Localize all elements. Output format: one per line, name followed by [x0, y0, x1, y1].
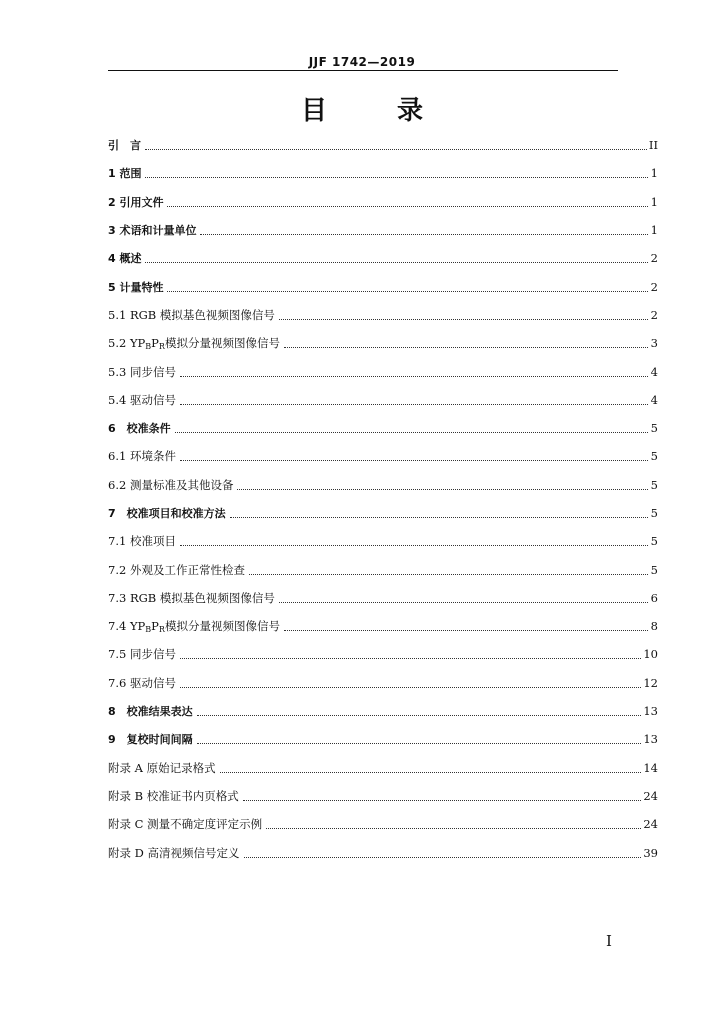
- toc-entry[interactable]: [108, 697, 658, 725]
- toc-entry-label: 7.5 同步信号: [108, 647, 176, 662]
- toc-entry-label: 5.3 同步信号: [108, 364, 176, 379]
- toc-entry-label: 7.4 $YP_BP_R$模拟分量视频图像信号: [108, 619, 280, 635]
- toc-entry[interactable]: [108, 810, 658, 838]
- toc-leader-dots: [249, 573, 648, 575]
- toc-entry[interactable]: [108, 471, 658, 499]
- toc-entry[interactable]: [108, 131, 658, 159]
- toc-entry-page: 1: [650, 194, 658, 209]
- standard-code-header: JJF 1742—2019: [308, 55, 416, 69]
- toc-entry-page: 1: [650, 166, 658, 181]
- toc-entry-page: 10: [643, 647, 658, 662]
- toc-entry[interactable]: [108, 442, 658, 470]
- toc-entry-page: 1: [650, 223, 658, 238]
- toc-entry-label: 4 概述: [108, 252, 142, 266]
- toc-entry[interactable]: [108, 188, 658, 216]
- toc-leader-dots: [175, 431, 648, 433]
- toc-leader-dots: [180, 403, 648, 405]
- toc-entry-label: 5.4 驱动信号: [108, 392, 176, 407]
- toc-leader-dots: [145, 148, 647, 150]
- toc-entry-label: 6 校准条件: [108, 422, 171, 436]
- toc-leader-dots: [200, 233, 648, 235]
- toc-leader-dots: [180, 375, 648, 377]
- toc-leader-dots: [180, 686, 641, 688]
- toc-entry-page: 39: [643, 845, 658, 860]
- toc-entry[interactable]: [108, 414, 658, 442]
- toc-entry[interactable]: [108, 754, 658, 782]
- toc-entry-label: 附录 B 校准证书内页格式: [108, 788, 239, 803]
- toc-entry-page: 24: [643, 788, 658, 803]
- toc-leader-dots: [284, 629, 648, 631]
- toc-entry-page: 6: [650, 590, 658, 605]
- toc-entry-label: 7 校准项目和校准方法: [108, 507, 226, 520]
- toc-leader-dots: [145, 261, 648, 263]
- toc-leader-dots: [220, 771, 642, 773]
- toc-entry-page: 5: [650, 421, 658, 436]
- toc-entry-page: 5: [650, 449, 658, 464]
- toc-leader-dots: [244, 856, 642, 858]
- toc-entry-label: 5.2 $YP_BP_R$模拟分量视频图像信号: [108, 336, 280, 352]
- page-number: I: [606, 932, 612, 950]
- toc-entry[interactable]: [108, 725, 658, 753]
- toc-entry-page: 24: [643, 817, 658, 832]
- toc-entry-label: 1 范围: [108, 167, 142, 181]
- toc-entry-page: 2: [650, 307, 658, 322]
- toc-leader-dots: [197, 714, 642, 716]
- toc-entry[interactable]: [108, 555, 658, 583]
- toc-entry-label: 6.2 测量标准及其他设备: [108, 477, 234, 492]
- toc-entry-label: 7.3 RGB 模拟基色视频图像信号: [108, 590, 275, 605]
- toc-entry-label: 7.6 驱动信号: [108, 675, 176, 690]
- toc-entry-page: II: [648, 138, 658, 153]
- toc-leader-dots: [197, 742, 642, 744]
- toc-leader-dots: [180, 657, 641, 659]
- toc-entry-label: 附录 D 高清视频信号定义: [108, 845, 240, 860]
- toc-entry[interactable]: [108, 838, 658, 866]
- toc-entry[interactable]: [108, 499, 658, 527]
- header-divider: [108, 70, 618, 71]
- toc-entry-label: 引 言: [108, 139, 141, 153]
- toc-leader-dots: [145, 176, 648, 178]
- toc-entry[interactable]: [108, 272, 658, 300]
- toc-entry-page: 5: [650, 562, 658, 577]
- toc-entry[interactable]: [108, 301, 658, 329]
- toc-entry-page: 8: [650, 619, 658, 634]
- toc-entry-page: 2: [650, 279, 658, 294]
- toc-leader-dots: [279, 318, 648, 320]
- toc-leader-dots: [284, 346, 648, 348]
- toc-leader-dots: [266, 827, 641, 829]
- toc-entry-label: 9 复校时间间隔: [108, 733, 193, 747]
- table-of-contents: [108, 131, 658, 867]
- toc-entry-label: 5 计量特性: [108, 280, 164, 294]
- toc-entry[interactable]: [108, 782, 658, 810]
- toc-entry-label: 8 校准结果表达: [108, 705, 193, 719]
- toc-entry-page: 3: [650, 336, 658, 351]
- toc-entry-page: 13: [643, 732, 658, 747]
- toc-leader-dots: [230, 516, 648, 518]
- toc-entry-page: 4: [650, 392, 658, 407]
- toc-leader-dots: [167, 205, 648, 207]
- toc-entry[interactable]: [108, 329, 658, 357]
- page-title: [0, 90, 724, 127]
- toc-entry[interactable]: [108, 244, 658, 272]
- toc-entry-page: 2: [650, 251, 658, 266]
- toc-entry-label: 附录 C 测量不确定度评定示例: [108, 817, 263, 832]
- toc-leader-dots: [167, 290, 648, 292]
- toc-entry-label: 5.1 RGB 模拟基色视频图像信号: [108, 307, 275, 322]
- toc-entry-label: 6.1 环境条件: [108, 449, 176, 464]
- toc-entry-label: 3 术语和计量单位: [108, 224, 197, 238]
- page-title-left: 目: [300, 96, 327, 126]
- toc-entry-label: 2 引用文件: [108, 195, 164, 209]
- toc-entry-page: 4: [650, 364, 658, 379]
- toc-leader-dots: [237, 488, 648, 490]
- toc-entry-label: 附录 A 原始记录格式: [108, 760, 216, 775]
- toc-entry-label: 7.1 校准项目: [108, 534, 176, 549]
- toc-entry[interactable]: [108, 640, 658, 668]
- toc-entry-page: 14: [643, 760, 658, 775]
- toc-entry[interactable]: [108, 357, 658, 385]
- toc-entry[interactable]: [108, 612, 658, 640]
- toc-leader-dots: [243, 799, 642, 801]
- toc-leader-dots: [180, 544, 648, 546]
- toc-leader-dots: [279, 601, 648, 603]
- toc-entry[interactable]: [108, 386, 658, 414]
- toc-entry[interactable]: [108, 669, 658, 697]
- toc-entry[interactable]: [108, 584, 658, 612]
- toc-entry-page: 5: [650, 506, 658, 520]
- toc-leader-dots: [180, 459, 648, 461]
- toc-entry-page: 13: [643, 704, 658, 719]
- toc-entry[interactable]: [108, 216, 658, 244]
- toc-entry-page: 5: [650, 477, 658, 492]
- page-title-right: 录: [397, 96, 424, 126]
- toc-entry[interactable]: [108, 527, 658, 555]
- toc-entry-label: 7.2 外观及工作正常性检查: [108, 562, 245, 577]
- toc-entry[interactable]: [108, 159, 658, 187]
- toc-entry-page: 12: [643, 675, 658, 690]
- toc-entry-page: 5: [650, 534, 658, 549]
